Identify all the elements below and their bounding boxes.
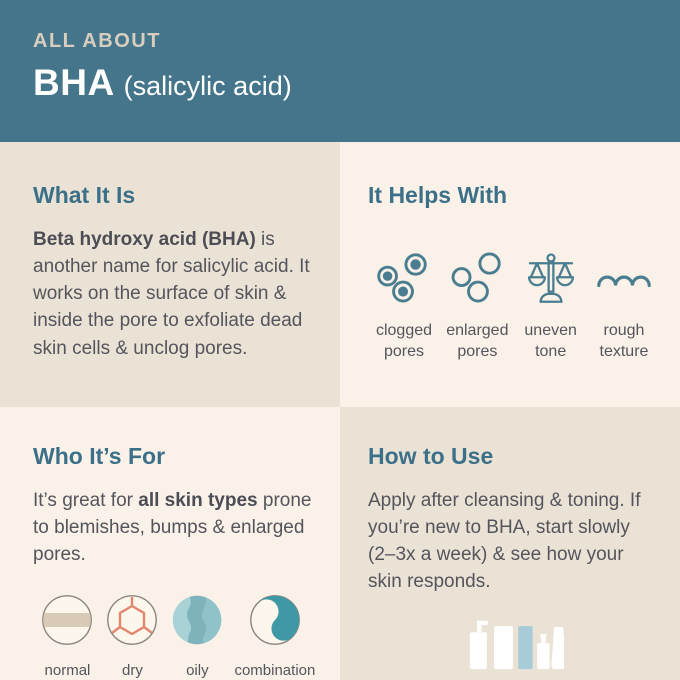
skin-label: normal: [44, 662, 91, 680]
body-bold-text: Beta hydroxy acid (BHA): [33, 229, 256, 250]
skin-label: oily: [186, 662, 209, 680]
helps-item-clogged-pores: [368, 249, 440, 363]
skin-label: combination: [234, 662, 316, 680]
dry-skin-icon: [106, 594, 158, 651]
skin-label: dry: [121, 662, 143, 680]
header-eyebrow: ALL ABOUT: [33, 30, 161, 52]
helps-item-rough-texture: [588, 249, 660, 363]
skin-item-combination: [230, 594, 320, 679]
skin-item-oily: [165, 594, 230, 679]
enlarged-pores-icon: [449, 249, 505, 309]
helps-with-icon-row: [368, 249, 660, 363]
normal-skin-icon: [41, 594, 93, 651]
skin-type-row: [33, 594, 320, 679]
icon-label: clogged pores: [375, 322, 433, 360]
combination-skin-icon: [249, 594, 301, 651]
body-bold-text: all skin types: [138, 490, 258, 511]
body-pre-text: It’s great for: [33, 490, 139, 511]
body-rest-text: prone to blemishes, bumps & enlarged pores.: [33, 490, 312, 566]
section-how-to-use: [340, 407, 680, 680]
uneven-tone-icon: [523, 249, 579, 309]
section-who-its-for: [0, 407, 340, 680]
header-banner: [0, 0, 680, 142]
icon-label: rough texture: [599, 322, 649, 360]
oily-skin-icon: [171, 594, 223, 651]
page-title: BHA: [33, 62, 115, 103]
page-subtitle: (salicylic acid): [123, 71, 292, 101]
section-heading: How to Use: [368, 443, 494, 469]
clogged-pores-icon: [376, 249, 432, 309]
section-what-it-is: [0, 142, 340, 407]
rough-texture-icon: [596, 249, 652, 309]
body-rest-text: is another name for salicylic acid. It works on the surface of skin & inside the pore to exfoliate dead skin cells & unclog pores.: [33, 229, 310, 359]
skin-item-normal: [35, 594, 100, 679]
skincare-products-icon: [368, 618, 656, 675]
section-body: Apply after cleansing & toning. If you’re new to BHA, start slowly (2–3x a week) & see how your skin responds.: [368, 490, 641, 593]
section-body: [33, 487, 320, 568]
section-heading: What It Is: [33, 182, 136, 208]
section-body: [33, 226, 312, 362]
icon-label: enlarged pores: [446, 322, 509, 360]
helps-item-uneven-tone: [515, 249, 587, 363]
helps-item-enlarged-pores: [441, 249, 513, 363]
section-it-helps-with: [340, 142, 680, 407]
icon-label: uneven tone: [524, 322, 577, 360]
header-title-line: [33, 62, 680, 104]
skin-item-dry: [100, 594, 165, 679]
section-heading: It Helps With: [368, 182, 508, 208]
section-heading: Who It’s For: [33, 443, 166, 469]
